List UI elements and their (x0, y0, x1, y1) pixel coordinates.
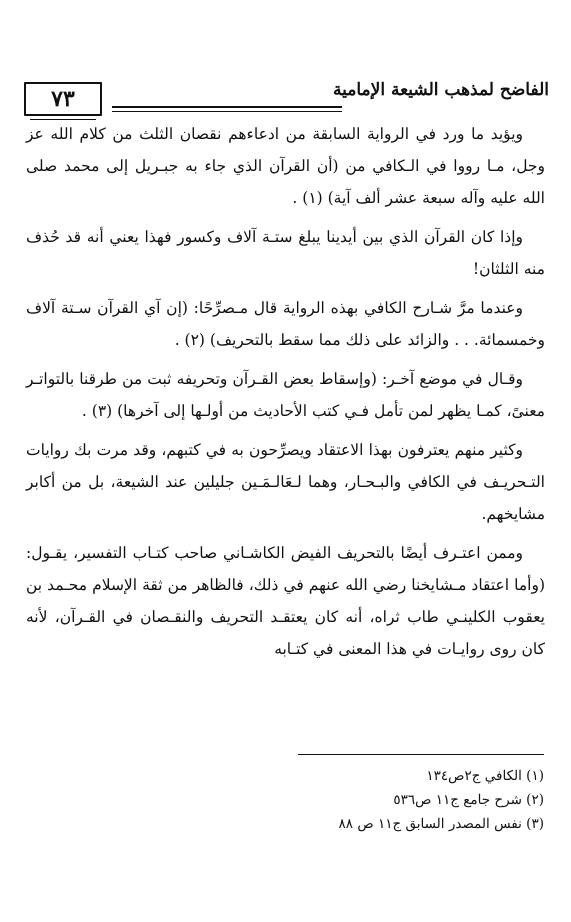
page-number: ٧٣ (24, 82, 102, 116)
paragraph: وممن اعتـرف أيضًا بالتحريف الفيض الكاشـاني صاحب كتـاب التفسير، يقـول: (وأما اعتقاد مـشايخنا رضي الله عنهم في ذلك، فالظاهر من ثقة الإسلام محـمد بن يعقوب الكلينـي طاب ثراه، أنه كان يعتقـد التحريف والنقـصان في القـرآن، لأنه كان روى روايـات في هذا المعنى في كتـابه (26, 544, 545, 658)
paragraph: وكثير منهم يعترفون بهذا الاعتقاد ويصرِّحون به في كتبهم، وقد مرت بك روايات التـحريـف في الكافي والبـحـار، وهما لـعَالـمَـين جليلين عند الشيعة، بل من أكابر مشايخهم. (26, 441, 545, 523)
running-title: الفاضح لمذهب الشيعة الإمامية (332, 80, 549, 100)
footnote: (٢) شرح جامع ج١١ ص٥٣٦ (393, 792, 544, 808)
paragraph: وإذا كان القرآن الذي بين أيدينا يبلغ ستـة آلاف وكسور فهذا يعني أنه قد حُذف منه الثلثان! (26, 228, 545, 278)
footnote-separator (298, 754, 544, 755)
footnotes (244, 764, 544, 836)
header-rule-thin (112, 111, 342, 112)
page-header (20, 70, 551, 114)
body-text (26, 118, 545, 672)
paragraph: ويؤيد ما ورد في الرواية السابقة من ادعاءهم نقصان الثلث من كلام الله عز وجل، مـا رووا في الـكافي من (أن القرآن الذي جاء به جبـريل إلى محمد صلى الله عليه وآله سبعة عشر ألف آية) (١) . (26, 125, 545, 207)
footnote: (١) الكافي ج٢ص١٣٤ (426, 768, 544, 784)
paragraph: وقـال في موضع آخـر: (وإسقاط بعض القـرآن وتحريفه ثبت من طرقنا بالتواتـر معنىً، كمـا يظهر لمن تأمل فـي كتب الأحاديث من أولـها إلى آخرها) (٣) . (26, 370, 545, 420)
footnote: (٣) نفس المصدر السابق ج١١ ص ٨٨ (338, 816, 544, 832)
paragraph: وعندما مرَّ شـارح الكافي بهذه الرواية قال مـصرِّحًا: (إن آي القرآن سـتة آلاف وخمسمائة. . . والزائد على ذلك مما سقط بالتحريف) (٢) . (26, 299, 545, 349)
header-rule (112, 106, 342, 108)
